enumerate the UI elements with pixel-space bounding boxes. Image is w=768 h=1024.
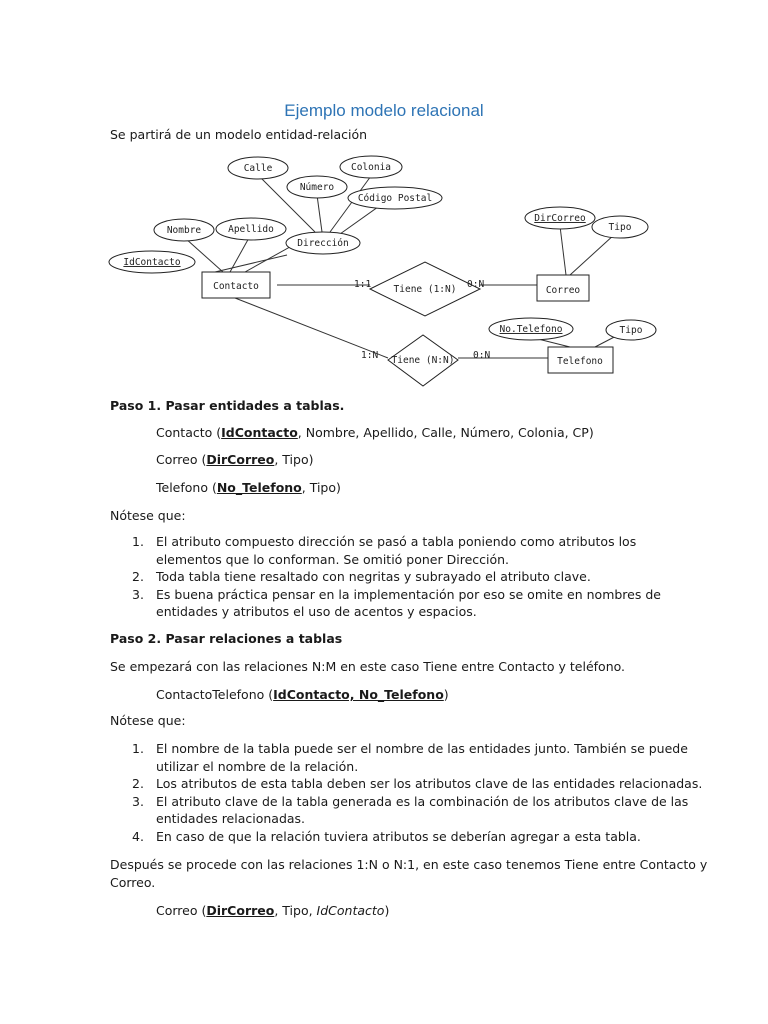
- paso2-heading: Paso 2. Pasar relaciones a tablas: [110, 631, 343, 646]
- despues-text: Después se procede con las relaciones 1:N o N:1, en este caso tenemos Tiene entre Contacto y Correo.: [110, 857, 708, 890]
- cardinality-0-n: 0:N: [467, 279, 485, 290]
- notese-1: Nótese que:: [110, 508, 186, 523]
- svg-text:Correo: Correo: [545, 285, 581, 296]
- svg-text:Tiene (1:N): Tiene (1:N): [393, 284, 457, 295]
- page-title: Ejemplo modelo relacional: [284, 101, 484, 120]
- list-item: 3. El atributo clave de la tabla generada es la combinación de los atributos clave de las entidades relacionadas.: [132, 793, 689, 826]
- relation-tiene-1n: [370, 262, 480, 316]
- cardinality-1-n: 1:N: [361, 350, 379, 361]
- table-correo-fk: Correo (DirCorreo, Tipo, IdContacto): [156, 903, 390, 918]
- notes-list-2: [130, 740, 702, 845]
- list-item: 1. El nombre de la tabla puede ser el nombre de las entidades junto. También se puede utilizar el nombre de la relación.: [132, 741, 688, 774]
- entity-telefono: [548, 347, 613, 373]
- attr-no-telefono: No.Telefono: [499, 324, 563, 335]
- attr-tipo-telefono: Tipo: [619, 325, 643, 336]
- attr-idcontacto: IdContacto: [123, 257, 181, 268]
- svg-text:Tiene (N:N): Tiene (N:N): [391, 355, 455, 366]
- cardinality-1-1: 1:1: [354, 279, 372, 290]
- paso2-intro: Se empezará con las relaciones N:M en este caso Tiene entre Contacto y teléfono.: [110, 659, 626, 674]
- list-item: 2. Los atributos de esta tabla deben ser los atributos clave de las entidades relacionadas.: [132, 776, 703, 791]
- paso1-heading: Paso 1. Pasar entidades a tablas.: [110, 398, 345, 413]
- attr-dircorreo: DirCorreo: [534, 213, 586, 224]
- attr-direccion: Dirección: [297, 238, 349, 249]
- entity-contacto: [202, 272, 270, 298]
- cardinality-0-n-2: 0:N: [473, 350, 491, 361]
- list-item: 2. Toda tabla tiene resaltado con negritas y subrayado el atributo clave.: [132, 569, 591, 584]
- attr-codigo-postal: Código Postal: [357, 193, 433, 204]
- notes-list-1: [130, 533, 661, 621]
- table-contacto: Contacto (IdContacto, Nombre, Apellido, Calle, Número, Colonia, CP): [156, 425, 594, 440]
- list-item: 4. En caso de que la relación tuviera atributos se deberían agregar a esta tabla.: [132, 828, 641, 844]
- attr-numero: Número: [299, 182, 335, 193]
- list-item: 1. El atributo compuesto dirección se pasó a tabla poniendo como atributos los elementos que lo conforman. Se omitió poner Dirección.: [132, 534, 637, 567]
- attr-calle: Calle: [243, 163, 273, 174]
- table-correo: Correo (DirCorreo, Tipo): [156, 452, 314, 467]
- intro-text: Se partirá de un modelo entidad-relación: [110, 127, 368, 142]
- svg-text:Telefono: Telefono: [557, 356, 603, 367]
- table-contactotelefono: ContactoTelefono (IdContacto, No_Telefono): [156, 687, 449, 702]
- attr-apellido: Apellido: [228, 224, 274, 235]
- notese-2: Nótese que:: [110, 713, 186, 728]
- relation-tiene-nn: [388, 335, 458, 386]
- list-item: 3. Es buena práctica pensar en la implementación por eso se omite en nombres de entidades y atributos el uso de acentos y espacios.: [132, 586, 661, 619]
- svg-text:Contacto: Contacto: [213, 281, 259, 292]
- attr-nombre: Nombre: [166, 225, 202, 236]
- entity-correo: [537, 275, 589, 301]
- table-telefono: Telefono (No_Telefono, Tipo): [156, 480, 341, 495]
- er-diagram: [105, 150, 665, 395]
- attr-colonia: Colonia: [350, 162, 392, 173]
- attr-tipo-correo: Tipo: [608, 222, 632, 233]
